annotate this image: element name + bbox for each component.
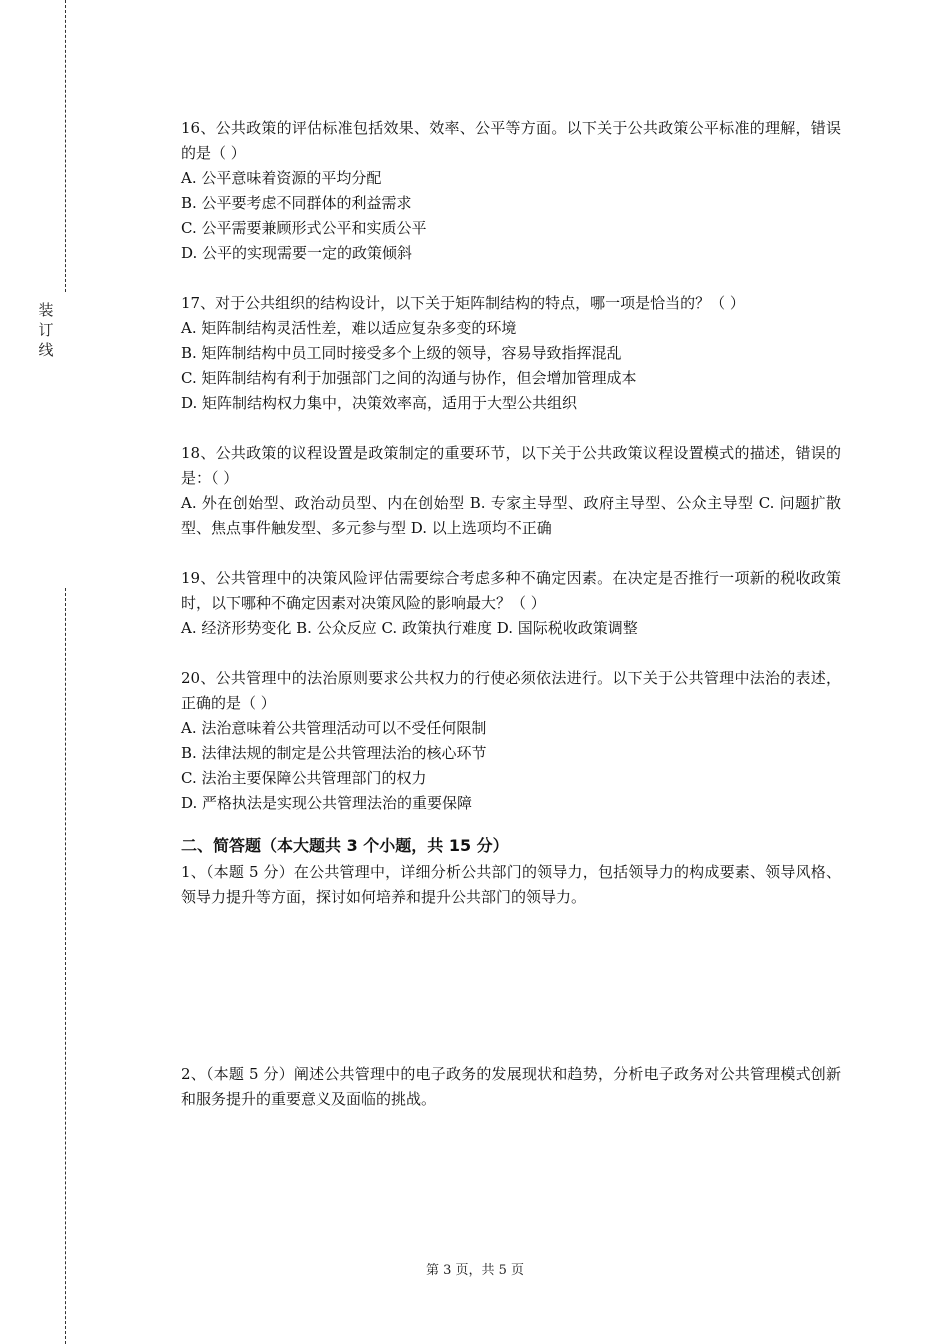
binding-dashed-line-top: [65, 0, 66, 292]
binding-dashed-line-bottom: [65, 588, 66, 1344]
option-b: B. 法律法规的制定是公共管理法治的核心环节: [181, 744, 487, 762]
option-d: D. 公平的实现需要一定的政策倾斜: [181, 244, 413, 262]
option-d: D. 矩阵制结构权力集中，决策效率高，适用于大型公共组织: [181, 394, 578, 412]
question-stem: 17、对于公共组织的结构设计，以下关于矩阵制结构的特点，哪一项是恰当的？（ ）: [181, 294, 745, 312]
binding-char: 订: [38, 321, 54, 339]
question-17: [181, 291, 841, 416]
question-16: [181, 116, 841, 266]
question-stem: 16、公共政策的评估标准包括效果、效率、公平等方面。以下关于公共政策公平标准的理解，错误的是（ ）: [181, 119, 841, 162]
binding-line-label: [36, 300, 56, 360]
option-a: A. 公平意味着资源的平均分配: [181, 169, 382, 187]
question-stem: 18、公共政策的议程设置是政策制定的重要环节，以下关于公共政策议程设置模式的描述，错误的是：（ ）: [181, 444, 841, 487]
essay-question-1: 1、（本题 5 分）在公共管理中，详细分析公共部门的领导力，包括领导力的构成要素、领导风格、领导力提升等方面，探讨如何培养和提升公共部门的领导力。: [181, 863, 841, 906]
option-d: D. 严格执法是实现公共管理法治的重要保障: [181, 794, 473, 812]
option-a: A. 矩阵制结构灵活性差，难以适应复杂多变的环境: [181, 319, 517, 337]
question-19: [181, 566, 841, 641]
question-18: [181, 441, 841, 541]
question-stem: 19、公共管理中的决策风险评估需要综合考虑多种不确定因素。在决定是否推行一项新的税收政策时，以下哪种不确定因素对决策风险的影响最大？（ ）: [181, 569, 841, 612]
question-stem: 20、公共管理中的法治原则要求公共权力的行使必须依法进行。以下关于公共管理中法治的表述，正确的是（ ）: [181, 669, 841, 712]
inline-options: A. 外在创始型、政治动员型、内在创始型 B. 专家主导型、政府主导型、公众主导型 C. 问题扩散型、焦点事件触发型、多元参与型 D. 以上选项均不正确: [181, 494, 841, 537]
option-c: C. 法治主要保障公共管理部门的权力: [181, 769, 427, 787]
option-b: B. 公平要考虑不同群体的利益需求: [181, 194, 412, 212]
question-20: [181, 666, 841, 816]
section-heading-short-answer: 二、简答题（本大题共 3 个小题，共 15 分）: [181, 836, 509, 855]
page-number: 第 3 页，共 5 页: [425, 1263, 525, 1278]
binding-char: 线: [38, 341, 54, 359]
option-a: A. 法治意味着公共管理活动可以不受任何限制: [181, 719, 487, 737]
option-b: B. 矩阵制结构中员工同时接受多个上级的领导，容易导致指挥混乱: [181, 344, 622, 362]
binding-char: 装: [38, 301, 54, 319]
inline-options: A. 经济形势变化 B. 公众反应 C. 政策执行难度 D. 国际税收政策调整: [181, 619, 638, 637]
option-c: C. 矩阵制结构有利于加强部门之间的沟通与协作，但会增加管理成本: [181, 369, 637, 387]
option-c: C. 公平需要兼顾形式公平和实质公平: [181, 219, 427, 237]
essay-question-2: 2、（本题 5 分）阐述公共管理中的电子政务的发展现状和趋势，分析电子政务对公共管理模式创新和服务提升的重要意义及面临的挑战。: [181, 1065, 841, 1108]
exam-content: [181, 116, 841, 1112]
